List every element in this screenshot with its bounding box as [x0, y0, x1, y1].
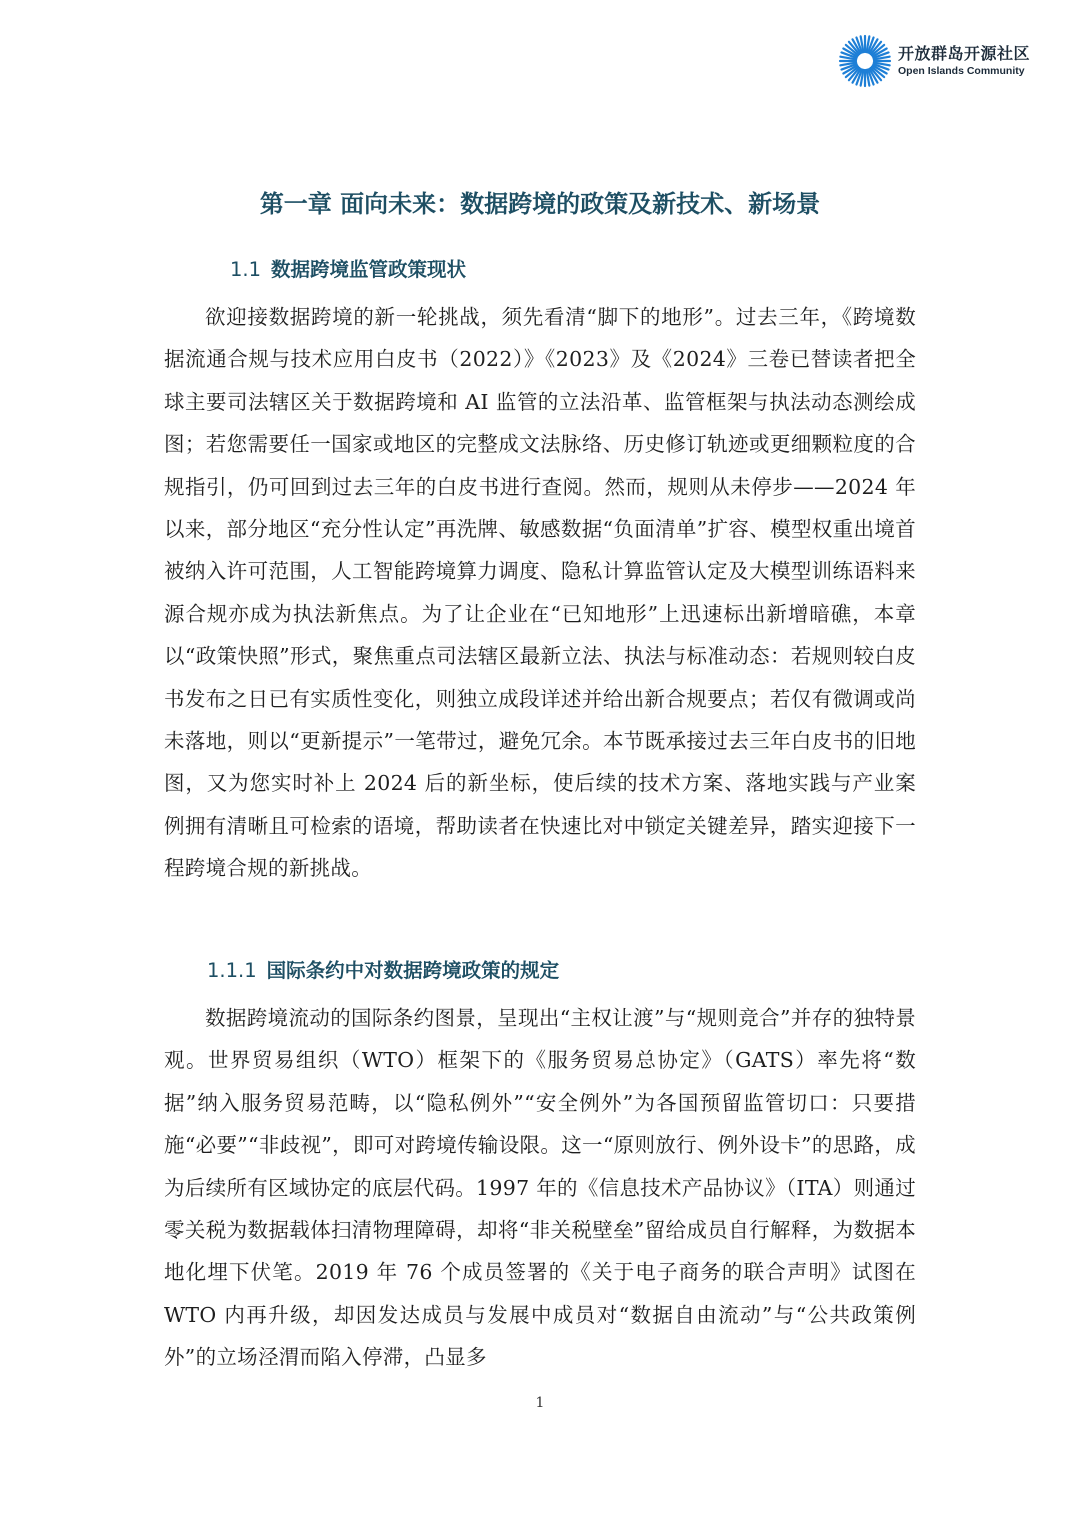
chapter-title: 第一章 面向未来：数据跨境的政策及新技术、新场景 — [259, 190, 821, 218]
logo-english-name: Open Islands Community — [898, 64, 1025, 77]
logo-chinese-name: 开放群岛开源社区 — [898, 43, 1031, 63]
section-title: 数据跨境监管政策现状 — [271, 258, 467, 281]
radial-burst-logo-icon — [838, 34, 892, 88]
section-title: 国际条约中对数据跨境政策的规定 — [266, 959, 560, 982]
body-paragraph: 数据跨境流动的国际条约图景，呈现出“主权让渡”与“规则竞合”并存的独特景观。世界贸易组织（WTO）框架下的《服务贸易总协定》（GATS）率先将“数据”纳入服务贸易范畴，以“隐私例外”“安全例外”为各国预留监管切口：只要措施“必要”“非歧视”，即可对跨境传输设限。这一“原则放行、例外设卡”的思路，成为后续所有区域协定的底层代码。1997 年的《信息技术产品协议》（ITA）则通过零关税为数据载体扫清物理障碍，却将“非关税壁垒”留给成员自行解释，为数据本地化埋下伏笔。2019 年 76 个成员签署的《关于电子商务的联合声明》试图在 WTO 内再升级，却因发达成员与发展中成员对“数据自由流动”与“公共政策例外”的立场泾渭而陷入停滞，凸显多 — [164, 1006, 916, 1370]
section-heading-1-1 — [230, 254, 466, 282]
section-number: 1.1 — [230, 258, 262, 281]
logo-text — [898, 43, 1031, 77]
page-number: 1 — [535, 1395, 545, 1411]
body-paragraph: 欲迎接数据跨境的新一轮挑战，须先看清“脚下的地形”。过去三年，《跨境数据流通合规与技术应用白皮书（2022）》《2023》及《2024》三卷已替读者把全球主要司法辖区关于数据跨境和 AI 监管的立法沿革、监管框架与执法动态测绘成图；若您需要任一国家或地区的完整成文法脉络、历史修订轨迹或更细颗粒度的合规指引，仍可回到过去三年的白皮书进行查阅。然而，规则从未停步——2024 年以来，部分地区“充分性认定”再洗牌、敏感数据“负面清单”扩容、模型权重出境首被纳入许可范围，人工智能跨境算力调度、隐私计算监管认定及大模型训练语料来源合规亦成为执法新焦点。为了让企业在“已知地形”上迅速标出新增暗礁，本章以“政策快照”形式，聚焦重点司法辖区最新立法、执法与标准动态：若规则较白皮书发布之日已有实质性变化，则独立成段详述并给出新合规要点；若仅有微调或尚未落地，则以“更新提示”一笔带过，避免冗余。本节既承接过去三年白皮书的旧地图，又为您实时补上 2024 后的新坐标，使后续的技术方案、落地实践与产业案例拥有清晰且可检索的语境，帮助读者在快速比对中锁定关键差异，踏实迎接下一程跨境合规的新挑战。 — [164, 305, 916, 881]
section-heading-1-1-1 — [207, 955, 559, 983]
community-logo — [838, 34, 1030, 88]
section-number: 1.1.1 — [207, 959, 257, 982]
